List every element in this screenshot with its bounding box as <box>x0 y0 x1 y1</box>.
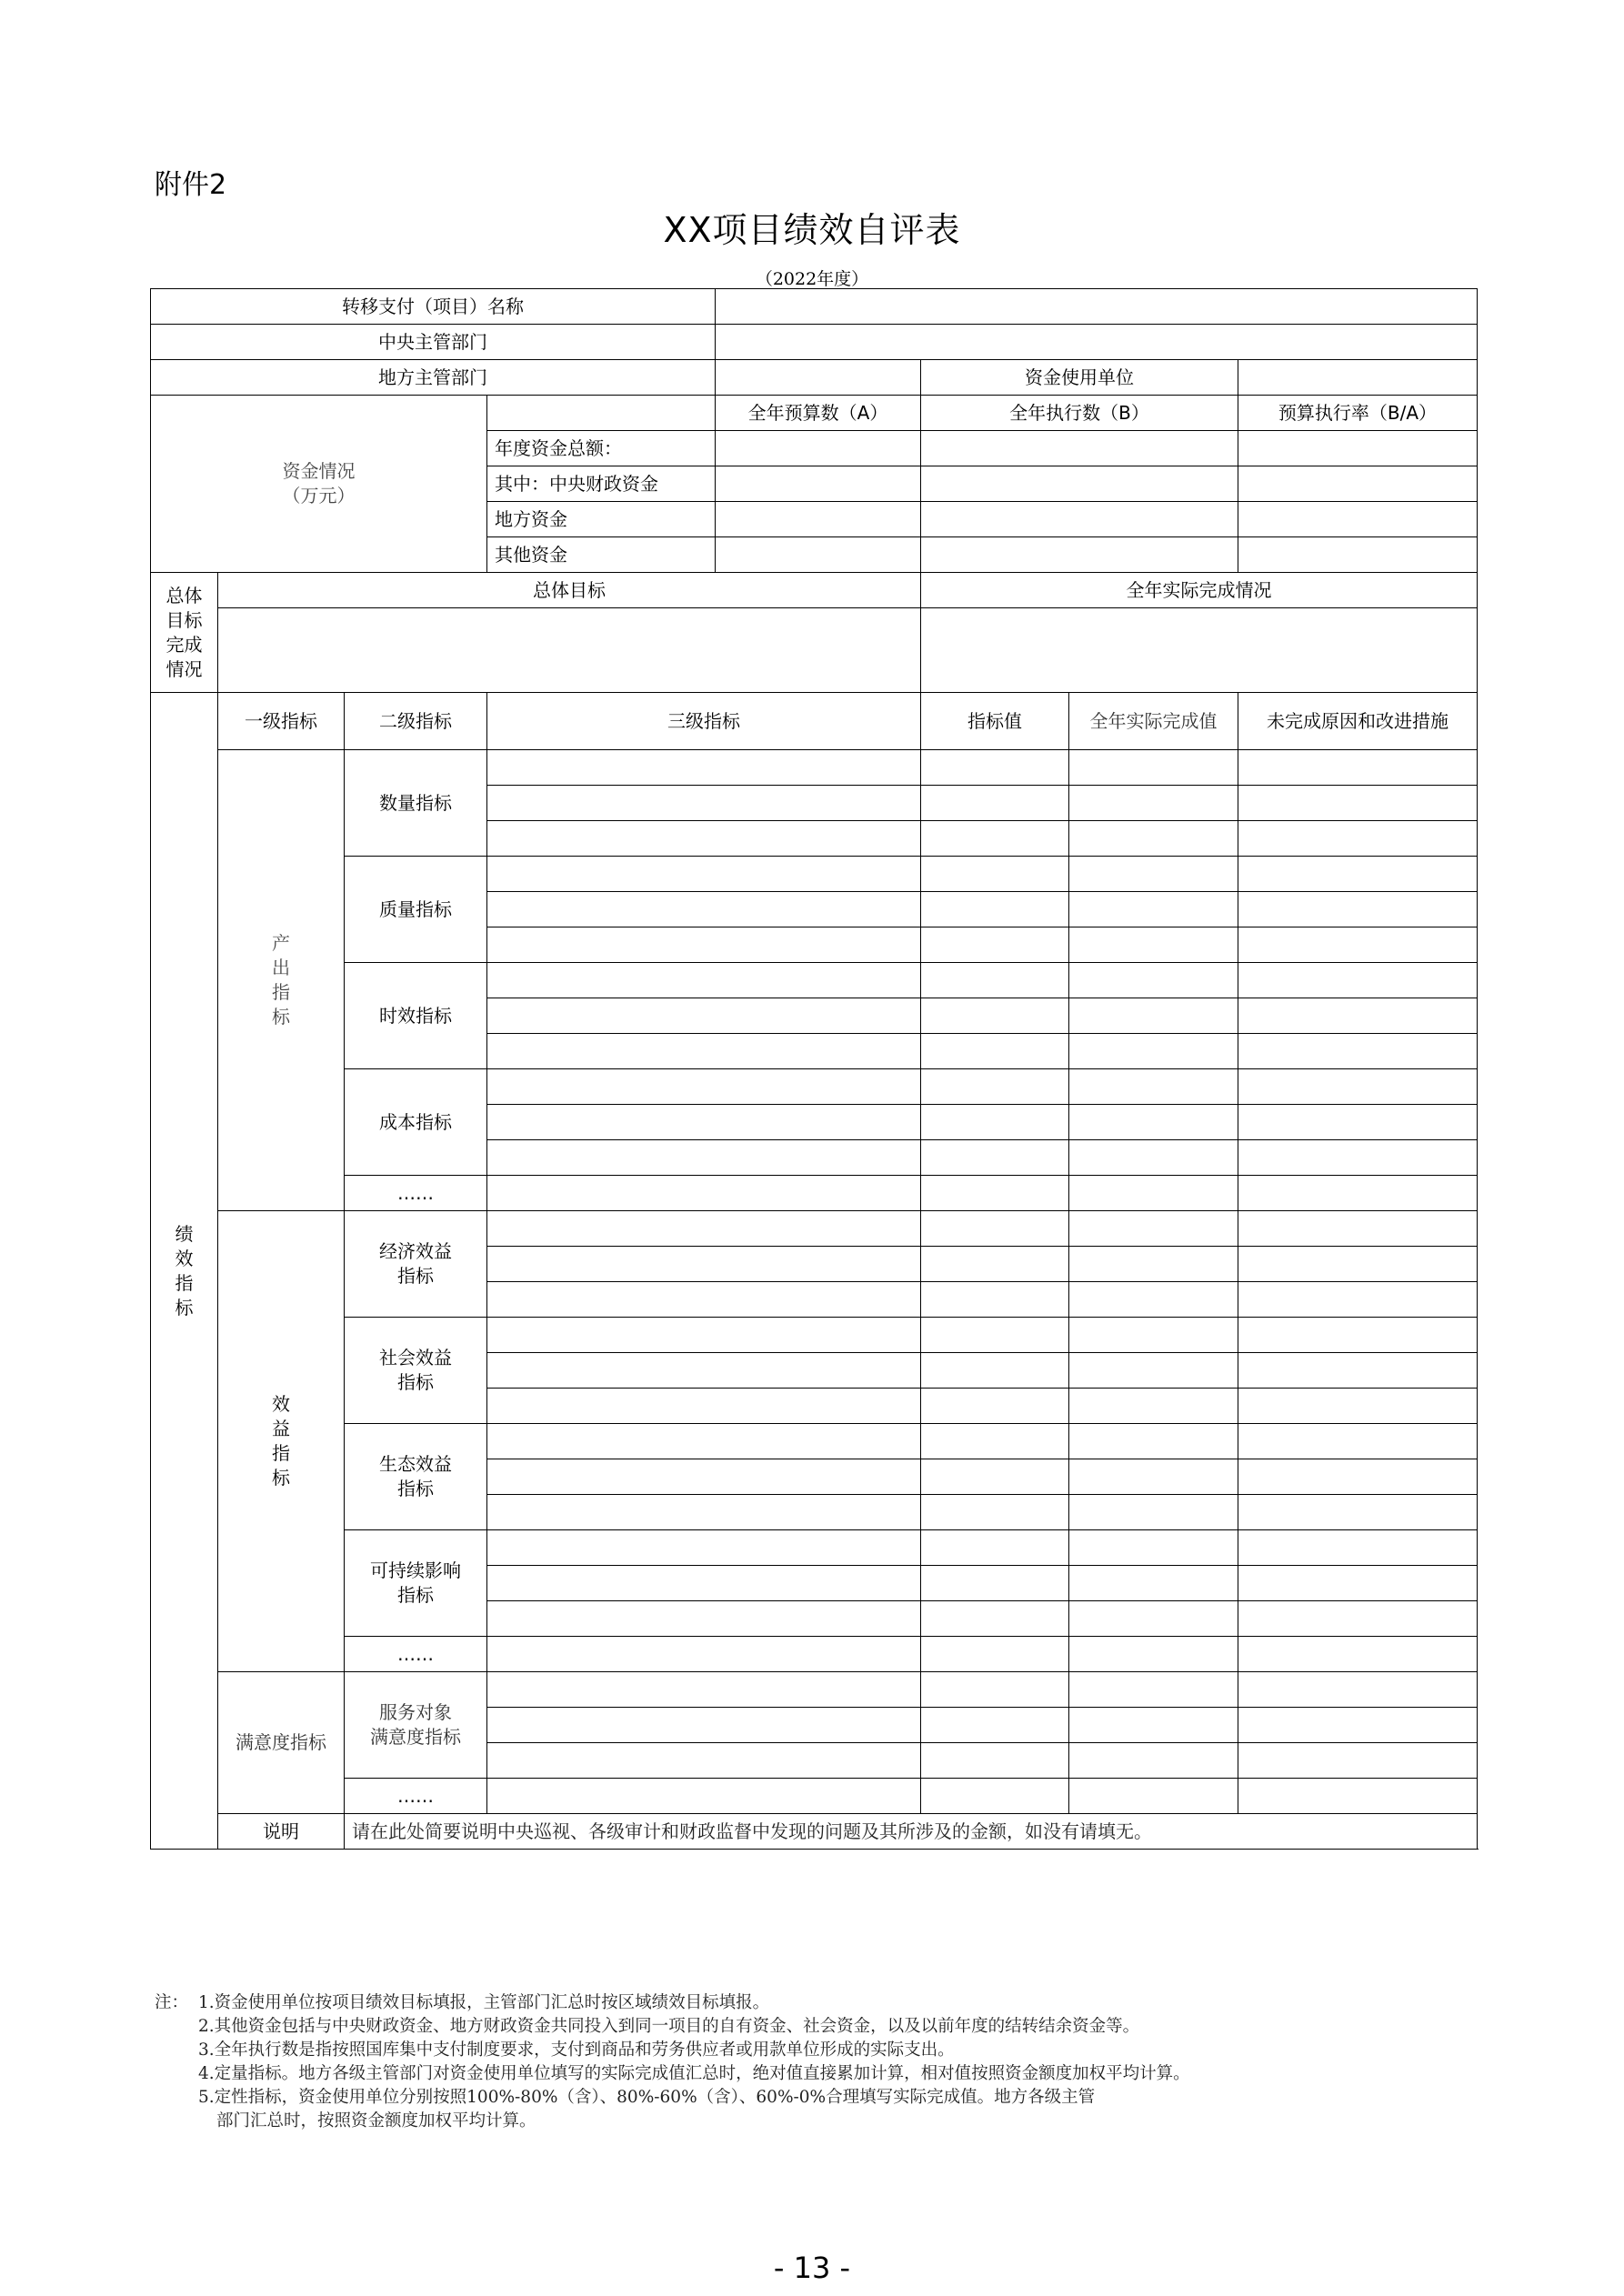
indicator-cell[interactable] <box>1238 821 1478 857</box>
fund-user-value[interactable] <box>1238 360 1478 396</box>
indicator-cell[interactable] <box>921 1282 1069 1318</box>
funds-cell[interactable] <box>716 466 921 502</box>
indicator-cell[interactable] <box>921 892 1069 927</box>
indicator-cell[interactable] <box>487 963 921 998</box>
indicator-cell[interactable] <box>921 1140 1069 1176</box>
indicator-cell[interactable] <box>921 1708 1069 1743</box>
output-item-cost: 成本指标 <box>345 1069 487 1176</box>
indicator-cell[interactable] <box>487 1211 921 1247</box>
local-dept-label: 地方主管部门 <box>151 360 716 396</box>
note-item: 4.定量指标。地方各级主管部门对资金使用单位填写的实际完成值汇总时，绝对值直接累加计算，相对值按照资金额度加权平均计算。 <box>198 2064 1190 2083</box>
indicator-cell[interactable] <box>487 821 921 857</box>
output-item-ellipsis: …… <box>345 1176 487 1211</box>
indicator-cell[interactable] <box>1069 963 1238 998</box>
indicator-cell[interactable] <box>1069 1105 1238 1140</box>
funds-cell[interactable] <box>921 502 1238 537</box>
funds-row-label: 地方资金 <box>487 502 716 537</box>
indicator-cell[interactable] <box>1069 857 1238 892</box>
benefit-item-ellipsis: …… <box>345 1637 487 1672</box>
indicator-cell[interactable] <box>487 1530 921 1566</box>
indicator-cell[interactable] <box>487 1389 921 1424</box>
indicator-cell[interactable] <box>487 857 921 892</box>
indicator-cell[interactable] <box>921 1247 1069 1282</box>
funds-section-label: 资金情况 （万元） <box>151 396 487 573</box>
indicator-cell[interactable] <box>1069 821 1238 857</box>
header-level2: 二级指标 <box>345 693 487 750</box>
indicator-cell[interactable] <box>1069 927 1238 963</box>
benefit-item-sustainable: 可持续影响 指标 <box>345 1530 487 1637</box>
funds-cell[interactable] <box>716 431 921 466</box>
indicator-cell[interactable] <box>1069 1247 1238 1282</box>
indicator-cell[interactable] <box>1069 1779 1238 1814</box>
funds-col-executed: 全年执行数（B） <box>921 396 1238 431</box>
self-evaluation-table <box>150 288 1478 1850</box>
header-value: 指标值 <box>921 693 1069 750</box>
indicator-cell[interactable] <box>921 963 1069 998</box>
indicator-cell[interactable] <box>921 1637 1069 1672</box>
indicator-cell[interactable] <box>921 1069 1069 1105</box>
indicator-cell[interactable] <box>1069 1211 1238 1247</box>
indicator-cell[interactable] <box>1238 857 1478 892</box>
indicator-cell[interactable] <box>487 1672 921 1708</box>
funds-cell[interactable] <box>1238 466 1478 502</box>
indicator-cell[interactable] <box>1238 786 1478 821</box>
indicator-cell[interactable] <box>1069 1353 1238 1389</box>
indicator-cell[interactable] <box>1069 786 1238 821</box>
indicator-cell[interactable] <box>1238 1424 1478 1459</box>
indicator-cell[interactable] <box>921 1034 1069 1069</box>
indicator-cell[interactable] <box>487 750 921 786</box>
indicator-cell[interactable] <box>1238 1530 1478 1566</box>
indicator-cell[interactable] <box>921 857 1069 892</box>
indicator-cell[interactable] <box>1238 1140 1478 1176</box>
output-indicator-label: 产 出 指 标 <box>218 750 345 1211</box>
indicator-cell[interactable] <box>1238 750 1478 786</box>
indicator-cell[interactable] <box>1238 1708 1478 1743</box>
indicator-cell[interactable] <box>1069 1282 1238 1318</box>
indicator-cell[interactable] <box>1238 927 1478 963</box>
indicator-cell[interactable] <box>487 1105 921 1140</box>
indicator-cell[interactable] <box>1069 1601 1238 1637</box>
local-dept-value[interactable] <box>716 360 921 396</box>
indicator-cell[interactable] <box>487 1424 921 1459</box>
indicator-cell[interactable] <box>1069 1495 1238 1530</box>
funds-col-budget: 全年预算数（A） <box>716 396 921 431</box>
funds-cell[interactable] <box>1238 431 1478 466</box>
indicator-cell[interactable] <box>921 1672 1069 1708</box>
transfer-name-value[interactable] <box>716 289 1478 325</box>
indicator-cell[interactable] <box>1069 1566 1238 1601</box>
output-item-timeliness: 时效指标 <box>345 963 487 1069</box>
indicator-cell[interactable] <box>921 1601 1069 1637</box>
central-dept-label: 中央主管部门 <box>151 325 716 360</box>
indicator-cell[interactable] <box>487 1495 921 1530</box>
funds-cell[interactable] <box>921 431 1238 466</box>
satisfaction-item-service: 服务对象 满意度指标 <box>345 1672 487 1779</box>
indicator-cell[interactable] <box>1238 1034 1478 1069</box>
indicator-cell[interactable] <box>487 1318 921 1353</box>
indicator-cell[interactable] <box>921 786 1069 821</box>
indicator-cell[interactable] <box>921 821 1069 857</box>
funds-cell[interactable] <box>921 466 1238 502</box>
indicator-cell[interactable] <box>487 786 921 821</box>
explanation-text[interactable]: 请在此处简要说明中央巡视、各级审计和财政监督中发现的问题及其所涉及的金额，如没有请填无。 <box>345 1814 1478 1850</box>
indicator-cell[interactable] <box>487 927 921 963</box>
indicator-cell[interactable] <box>921 1353 1069 1389</box>
transfer-name-label: 转移支付（项目）名称 <box>151 289 716 325</box>
note-item: 2.其他资金包括与中央财政资金、地方财政资金共同投入到同一项目的自有资金、社会资金，以及以前年度的结转结余资金等。 <box>198 2017 1140 2036</box>
indicator-cell[interactable] <box>487 1282 921 1318</box>
overall-actual-value[interactable] <box>921 608 1478 693</box>
performance-section-label: 绩 效 指 标 <box>151 693 218 1850</box>
indicator-cell[interactable] <box>1069 998 1238 1034</box>
indicator-cell[interactable] <box>487 1069 921 1105</box>
benefit-item-social: 社会效益 指标 <box>345 1318 487 1424</box>
indicator-cell[interactable] <box>1069 1672 1238 1708</box>
indicator-cell[interactable] <box>487 1601 921 1637</box>
indicator-cell[interactable] <box>1238 1779 1478 1814</box>
indicator-cell[interactable] <box>1238 1601 1478 1637</box>
indicator-cell[interactable] <box>1238 1389 1478 1424</box>
indicator-cell[interactable] <box>1069 1140 1238 1176</box>
indicator-cell[interactable] <box>921 1211 1069 1247</box>
indicator-cell[interactable] <box>1238 1672 1478 1708</box>
funds-row-label: 其他资金 <box>487 537 716 573</box>
indicator-cell[interactable] <box>1069 892 1238 927</box>
header-level3: 三级指标 <box>487 693 921 750</box>
funds-cell[interactable] <box>1238 502 1478 537</box>
indicator-cell[interactable] <box>1069 1743 1238 1779</box>
indicator-cell[interactable] <box>487 1566 921 1601</box>
indicator-cell[interactable] <box>1069 1530 1238 1566</box>
page-title: XX项目绩效自评表 <box>663 210 961 250</box>
indicator-cell[interactable] <box>487 1459 921 1495</box>
indicator-cell[interactable] <box>1238 1247 1478 1282</box>
notes-prefix: 注： <box>155 1993 189 2012</box>
indicator-cell[interactable] <box>1238 1176 1478 1211</box>
header-actual: 全年实际完成值 <box>1069 693 1238 750</box>
funds-cell[interactable] <box>1238 537 1478 573</box>
indicator-cell[interactable] <box>1238 1637 1478 1672</box>
indicator-cell[interactable] <box>487 1708 921 1743</box>
output-item-quality: 质量指标 <box>345 857 487 963</box>
indicator-cell[interactable] <box>1238 1069 1478 1105</box>
indicator-cell[interactable] <box>1238 1459 1478 1495</box>
page-number: - 13 - <box>773 2251 851 2285</box>
explanation-label: 说明 <box>218 1814 345 1850</box>
indicator-cell[interactable] <box>921 1424 1069 1459</box>
central-dept-value[interactable] <box>716 325 1478 360</box>
indicator-cell[interactable] <box>921 1495 1069 1530</box>
funds-row-label: 其中：中央财政资金 <box>487 466 716 502</box>
benefit-indicator-label: 效 益 指 标 <box>218 1211 345 1672</box>
year-note: （2022年度） <box>755 269 869 289</box>
overall-actual-header: 全年实际完成情况 <box>921 573 1478 608</box>
indicator-cell[interactable] <box>921 1105 1069 1140</box>
indicator-cell[interactable] <box>1069 1069 1238 1105</box>
indicator-cell[interactable] <box>1238 1318 1478 1353</box>
notes-block <box>155 1991 1190 2133</box>
note-item: 1.资金使用单位按项目绩效目标填报，主管部门汇总时按区域绩效目标填报。 <box>198 1993 770 2012</box>
note-item: 部门汇总时，按照资金额度加权平均计算。 <box>216 2111 536 2131</box>
overall-goal-header: 总体目标 <box>218 573 921 608</box>
indicator-cell[interactable] <box>487 892 921 927</box>
indicator-cell[interactable] <box>1238 1282 1478 1318</box>
indicator-cell[interactable] <box>921 927 1069 963</box>
indicator-cell[interactable] <box>487 1247 921 1282</box>
indicator-cell[interactable] <box>921 998 1069 1034</box>
output-item-quantity: 数量指标 <box>345 750 487 857</box>
indicator-cell[interactable] <box>487 1176 921 1211</box>
indicator-cell[interactable] <box>1069 750 1238 786</box>
indicator-cell[interactable] <box>1069 1637 1238 1672</box>
indicator-cell[interactable] <box>487 1140 921 1176</box>
indicator-cell[interactable] <box>1238 1105 1478 1140</box>
funds-blank-header <box>487 396 716 431</box>
indicator-cell[interactable] <box>921 750 1069 786</box>
header-reason: 未完成原因和改进措施 <box>1238 693 1478 750</box>
attachment-label: 附件2 <box>155 169 227 201</box>
satisfaction-indicator-label: 满意度指标 <box>218 1672 345 1814</box>
indicator-cell[interactable] <box>487 998 921 1034</box>
indicator-cell[interactable] <box>1069 1424 1238 1459</box>
fund-user-label: 资金使用单位 <box>921 360 1238 396</box>
funds-col-rate: 预算执行率（B/A） <box>1238 396 1478 431</box>
indicator-cell[interactable] <box>921 1389 1069 1424</box>
indicator-cell[interactable] <box>1069 1034 1238 1069</box>
funds-cell[interactable] <box>716 537 921 573</box>
indicator-cell[interactable] <box>1238 998 1478 1034</box>
indicator-cell[interactable] <box>1238 1743 1478 1779</box>
indicator-cell[interactable] <box>487 1353 921 1389</box>
indicator-cell[interactable] <box>1238 963 1478 998</box>
indicator-cell[interactable] <box>921 1530 1069 1566</box>
indicator-cell[interactable] <box>487 1779 921 1814</box>
indicator-cell[interactable] <box>1238 892 1478 927</box>
indicator-cell[interactable] <box>487 1034 921 1069</box>
header-level1: 一级指标 <box>218 693 345 750</box>
indicator-cell[interactable] <box>487 1743 921 1779</box>
indicator-cell[interactable] <box>921 1318 1069 1353</box>
satisfaction-item-ellipsis: …… <box>345 1779 487 1814</box>
indicator-cell[interactable] <box>1069 1318 1238 1353</box>
indicator-cell[interactable] <box>1238 1566 1478 1601</box>
overall-section-label: 总体 目标 完成 情况 <box>151 573 218 693</box>
benefit-item-economic: 经济效益 指标 <box>345 1211 487 1318</box>
indicator-cell[interactable] <box>921 1779 1069 1814</box>
indicator-cell[interactable] <box>1238 1495 1478 1530</box>
indicator-cell[interactable] <box>487 1637 921 1672</box>
indicator-cell[interactable] <box>1069 1459 1238 1495</box>
indicator-cell[interactable] <box>921 1176 1069 1211</box>
funds-cell[interactable] <box>716 502 921 537</box>
benefit-item-ecological: 生态效益 指标 <box>345 1424 487 1530</box>
overall-goal-value[interactable] <box>218 608 921 693</box>
note-item: 3.全年执行数是指按照国库集中支付制度要求，支付到商品和劳务供应者或用款单位形成的实际支出。 <box>198 2040 955 2060</box>
indicator-cell[interactable] <box>1238 1353 1478 1389</box>
indicator-cell[interactable] <box>1069 1708 1238 1743</box>
indicator-cell[interactable] <box>1069 1176 1238 1211</box>
indicator-cell[interactable] <box>921 1743 1069 1779</box>
indicator-cell[interactable] <box>921 1566 1069 1601</box>
indicator-cell[interactable] <box>1238 1211 1478 1247</box>
funds-cell[interactable] <box>921 537 1238 573</box>
note-item: 5.定性指标，资金使用单位分别按照100%-80%（含）、80%-60%（含）、60%-0%合理填写实际完成值。地方各级主管 <box>198 2088 1096 2107</box>
indicator-cell[interactable] <box>921 1459 1069 1495</box>
funds-row-label: 年度资金总额： <box>487 431 716 466</box>
indicator-cell[interactable] <box>1069 1389 1238 1424</box>
